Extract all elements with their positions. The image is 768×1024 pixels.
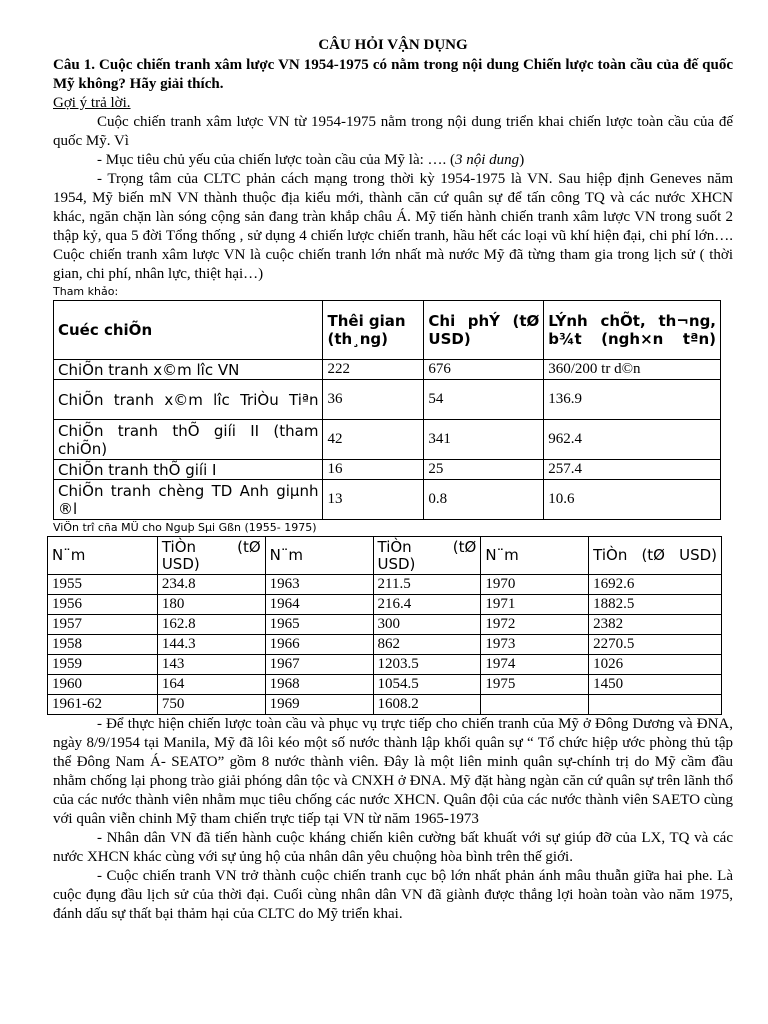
table-row <box>54 420 721 460</box>
point-4-paragraph: - Nhân dân VN đã tiến hành cuộc kháng chiến kiên cường bất khuất với sự giúp đỡ của LX, TQ và các nước XHCN khác cùng với sự ủng hộ của nhân dân yêu chuộng hòa bình trên thế giới. <box>53 830 733 865</box>
amount-cell: 1608.2 <box>373 695 481 715</box>
casualties-cell: 257.4 <box>544 460 721 480</box>
amount-cell: 1203.5 <box>373 655 481 675</box>
year-cell: 1956 <box>48 595 158 615</box>
war-table-header-casualties: LÝnh chÕt, th¬ng, b¾t (ngh×n tªn) <box>544 301 721 360</box>
table-row <box>48 695 722 715</box>
duration-cell: 13 <box>323 480 424 520</box>
point-1-paragraph <box>53 151 733 170</box>
duration-cell: 36 <box>323 380 424 420</box>
war-table-header-war: Cuéc chiÕn <box>54 301 323 360</box>
cost-cell: 54 <box>424 380 544 420</box>
amount-cell: 162.8 <box>157 615 265 635</box>
casualties-cell: 10.6 <box>544 480 721 520</box>
amount-cell: 1692.6 <box>589 575 722 595</box>
year-cell: 1967 <box>265 655 373 675</box>
amount-cell: 143 <box>157 655 265 675</box>
war-table-header-row <box>54 301 721 360</box>
point-1-text: - Mục tiêu chủ yếu của chiến lược toàn cầu của Mỹ là: …. ( <box>97 152 456 168</box>
year-cell: 1966 <box>265 635 373 655</box>
table-row <box>48 575 722 595</box>
cost-cell: 676 <box>424 360 544 380</box>
amount-cell: 180 <box>157 595 265 615</box>
year-cell: 1959 <box>48 655 158 675</box>
war-name-cell: ChiÕn tranh chèng TD Anh giµnh ®l <box>54 480 323 520</box>
table-row <box>54 480 721 520</box>
table-row <box>48 595 722 615</box>
year-cell: 1969 <box>265 695 373 715</box>
casualties-cell: 136.9 <box>544 380 721 420</box>
table-row <box>48 675 722 695</box>
year-cell: 1961-62 <box>48 695 158 715</box>
war-name-cell: ChiÕn tranh thÕ giíi I <box>54 460 323 480</box>
war-comparison-table <box>53 300 721 520</box>
document-title: CÂU HỎI VẬN DỤNG <box>318 37 468 53</box>
war-name-cell: ChiÕn tranh x©m lîc VN <box>54 360 323 380</box>
amount-cell: 1026 <box>589 655 722 675</box>
question-text: Câu 1. Cuộc chiến tranh xâm lược VN 1954-1975 có nằm trong nội dung Chiến lược toàn cầu của đế quốc Mỹ không? Hãy giải thích. <box>53 57 733 92</box>
document-page <box>53 36 733 924</box>
amount-cell: 216.4 <box>373 595 481 615</box>
aid-header-amount-1: TiÒn (tØ USD) <box>157 537 265 575</box>
aid-header-year-2: N¨m <box>265 537 373 575</box>
aid-header-year-3: N¨m <box>481 537 589 575</box>
amount-cell: 1882.5 <box>589 595 722 615</box>
amount-cell: 164 <box>157 675 265 695</box>
duration-cell: 222 <box>323 360 424 380</box>
aid-table-label: ViÖn trî cña MÜ cho Nguþ Sµi Gßn (1955- 1975) <box>53 521 317 534</box>
year-cell: 1964 <box>265 595 373 615</box>
table-row <box>54 380 721 420</box>
amount-cell: 1450 <box>589 675 722 695</box>
cost-cell: 0.8 <box>424 480 544 520</box>
war-table-header-duration: Thêi gian (th¸ng) <box>323 301 424 360</box>
table-row <box>48 615 722 635</box>
amount-cell <box>589 695 722 715</box>
duration-cell: 16 <box>323 460 424 480</box>
aid-header-amount-2: TiÒn (tØ USD) <box>373 537 481 575</box>
amount-cell: 2270.5 <box>589 635 722 655</box>
year-cell: 1955 <box>48 575 158 595</box>
table-row <box>54 460 721 480</box>
war-name-cell: ChiÕn tranh x©m lîc TriÒu Tiªn <box>54 380 323 420</box>
year-cell: 1965 <box>265 615 373 635</box>
year-cell: 1963 <box>265 575 373 595</box>
point-5-paragraph: - Cuộc chiến tranh VN trở thành cuộc chiến tranh cục bộ lớn nhất phản ánh mâu thuẫn giữa hai phe. Là cuộc đụng đầu lịch sử của thời đại. Cuối cùng nhân dân VN đã giành được thắng lợi hoàn toàn vào năm 1975, đánh dấu sự thất bại thảm hại của CLTC do Mỹ triển khai. <box>53 868 733 922</box>
hint-label: Gợi ý trả lời. <box>53 95 131 111</box>
year-cell: 1973 <box>481 635 589 655</box>
aid-header-amount-3: TiÒn (tØ USD) <box>589 537 722 575</box>
point-1-emphasis: 3 nội dung <box>455 152 520 168</box>
amount-cell: 211.5 <box>373 575 481 595</box>
amount-cell: 862 <box>373 635 481 655</box>
point-2-paragraph: - Trọng tâm của CLTC phản cách mạng trong thời kỳ 1954-1975 là VN. Sau hiệp định Geneves năm 1954, Mỹ biến mN VN thành thuộc địa kiểu mới, thành căn cứ quân sự để tấn công TQ và các nước XHCN khác, ngăn chặn làn sóng cộng sản đang tràn khắp châu Á. Mỹ tiến hành chiến tranh xâm lược VN trong suốt 2 thập kỷ, qua 5 đời Tổng thống , sử dụng 4 chiến lược chiến tranh, hầu hết các loại vũ khí hiện đại, chi phí lớn…. Cuộc chiến tranh xâm lược VN là cuộc chiến tranh lớn nhất mà nước Mỹ đã từng tham gia trong lịch sử ( thời gian, chi phí, nhân lực, thiệt hại…) <box>53 171 733 282</box>
year-cell: 1972 <box>481 615 589 635</box>
year-cell: 1975 <box>481 675 589 695</box>
duration-cell: 42 <box>323 420 424 460</box>
year-cell: 1968 <box>265 675 373 695</box>
point-3-paragraph: - Để thực hiện chiến lược toàn cầu và phục vụ trực tiếp cho chiến tranh của Mỹ ở Đông Dương và ĐNA, ngày 8/9/1954 tại Manila, Mỹ đã lôi kéo một số nước thành lập khối quân sự “ Tổ chức hiệp ước phòng thủ tập thể Đông Nam Á- SEATO” gồm 8 nước thành viên. Đây là một liên minh quân sự-chính trị do Mỹ cầm đầu nhằm chống lại phong trào giải phóng dân tộc và CNXH ở ĐNA. Mỹ đặt hàng ngàn căn cứ quân sự trên lãnh thổ của các nước thành viên nhằm mục tiêu chống các nước XHCN. Quân đội của các nước thành viên SAETO cùng với quân viễn chinh Mỹ tham chiến trực tiếp tại VN từ năm 1965-1973 <box>53 716 733 827</box>
year-cell <box>481 695 589 715</box>
amount-cell: 750 <box>157 695 265 715</box>
year-cell: 1957 <box>48 615 158 635</box>
reference-label: Tham khảo: <box>53 285 119 298</box>
aid-header-year-1: N¨m <box>48 537 158 575</box>
intro-paragraph: Cuộc chiến tranh xâm lược VN từ 1954-1975 nằm trong nội dung triển khai chiến lược toàn cầu của đế quốc Mỹ. Vì <box>53 114 733 149</box>
amount-cell: 144.3 <box>157 635 265 655</box>
amount-cell: 1054.5 <box>373 675 481 695</box>
amount-cell: 300 <box>373 615 481 635</box>
year-cell: 1974 <box>481 655 589 675</box>
cost-cell: 341 <box>424 420 544 460</box>
amount-cell: 2382 <box>589 615 722 635</box>
casualties-cell: 360/200 tr d©n <box>544 360 721 380</box>
casualties-cell: 962.4 <box>544 420 721 460</box>
point-1-close: ) <box>519 152 525 168</box>
year-cell: 1958 <box>48 635 158 655</box>
aid-table-header-row <box>48 537 722 575</box>
us-aid-table <box>47 536 722 715</box>
table-row <box>54 360 721 380</box>
table-row <box>48 655 722 675</box>
table-row <box>48 635 722 655</box>
cost-cell: 25 <box>424 460 544 480</box>
amount-cell: 234.8 <box>157 575 265 595</box>
year-cell: 1971 <box>481 595 589 615</box>
war-table-header-cost: Chi phÝ (tØ USD) <box>424 301 544 360</box>
year-cell: 1960 <box>48 675 158 695</box>
war-name-cell: ChiÕn tranh thÕ giíi II (tham chiÕn) <box>54 420 323 460</box>
year-cell: 1970 <box>481 575 589 595</box>
